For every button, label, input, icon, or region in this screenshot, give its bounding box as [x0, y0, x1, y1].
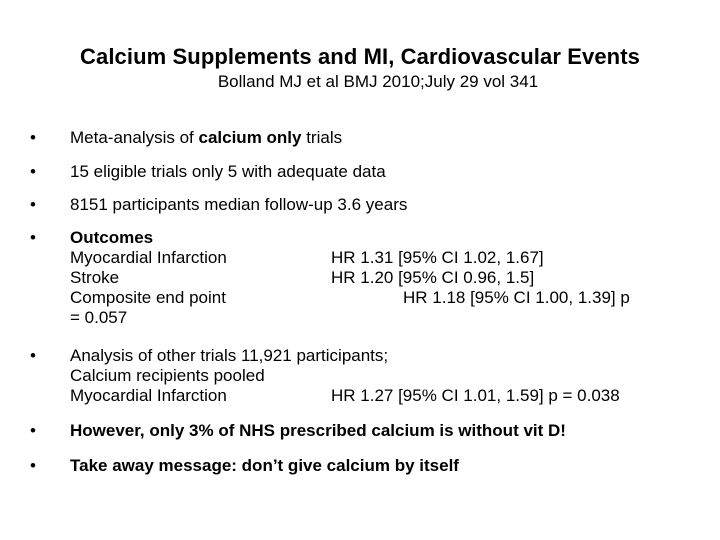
- bullet-text-bold: calcium only: [198, 128, 302, 147]
- bullet-text: Take away message: don’t give calcium by itself: [70, 456, 459, 475]
- bullet-text: 8151 participants median follow-up 3.6 years: [70, 195, 408, 214]
- outcomes-heading: Outcomes: [70, 228, 154, 247]
- bullet-text-post: trials: [301, 128, 343, 147]
- other-trials-value: HR 1.27 [95% CI 1.01, 1.59] p = 0.038: [331, 386, 620, 405]
- outcome-value-composite: HR 1.18 [95% CI 1.00, 1.39] p: [403, 288, 630, 307]
- outcome-label-stroke: Stroke: [70, 268, 120, 287]
- bullet-dot: •: [30, 421, 36, 440]
- slide-title: Calcium Supplements and MI, Cardiovascular Events: [80, 44, 640, 69]
- outcome-p-value: = 0.057: [70, 308, 128, 327]
- other-trials-line1: Analysis of other trials 11,921 participants;: [70, 346, 389, 365]
- bullet-text: 15 eligible trials only 5 with adequate data: [70, 162, 386, 181]
- bullet-dot: •: [30, 346, 36, 365]
- bullet-other-trials: [0, 346, 720, 410]
- bullet-dot: •: [30, 228, 36, 247]
- slide-subtitle: Bolland MJ et al BMJ 2010;July 29 vol 341: [217, 72, 539, 91]
- bullet-dot: •: [30, 162, 36, 181]
- bullet-dot: •: [30, 128, 36, 147]
- bullet-text: However, only 3% of NHS prescribed calcium is without vit D!: [70, 421, 566, 440]
- outcome-value-mi: HR 1.31 [95% CI 1.02, 1.67]: [331, 248, 544, 267]
- outcome-value-stroke: HR 1.20 [95% CI 0.96, 1.5]: [331, 268, 535, 287]
- outcome-label-composite: Composite end point: [70, 288, 226, 307]
- outcome-label-mi: Myocardial Infarction: [70, 248, 227, 267]
- bullet-outcomes: [0, 228, 720, 338]
- other-trials-line2: Calcium recipients pooled: [70, 366, 265, 385]
- bullet-dot: •: [30, 456, 36, 475]
- bullet-dot: •: [30, 195, 36, 214]
- other-trials-label: Myocardial Infarction: [70, 386, 227, 405]
- bullet-text: [70, 128, 342, 148]
- bullet-text-pre: Meta-analysis of: [70, 128, 199, 147]
